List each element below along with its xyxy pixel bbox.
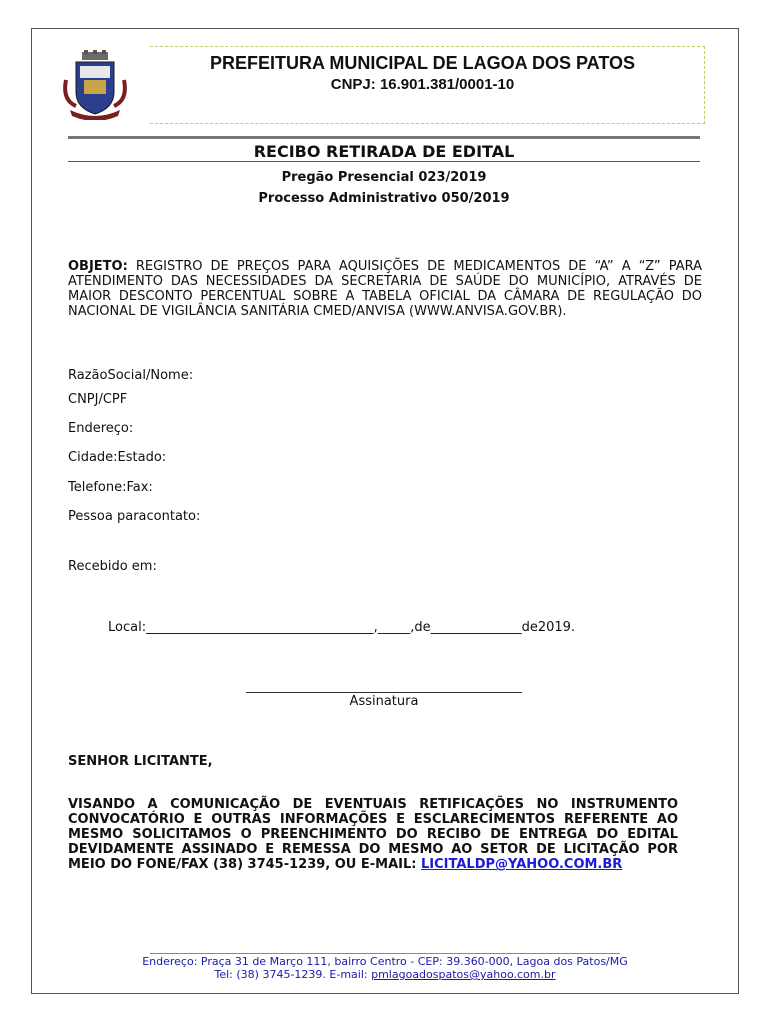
objeto-label: OBJETO:	[68, 259, 128, 274]
footer-address: Endereço: Praça 31 de Março 111, bairro Centro - CEP: 39.360-000, Lagoa dos Patos/MG	[142, 955, 628, 968]
local-date-line: Local:___________________________________,_____,de______________de2019.	[108, 620, 576, 635]
field-cnpj-cpf: CNPJ/CPF	[68, 392, 128, 407]
title-rule-top	[68, 136, 700, 139]
footer-rule	[150, 953, 620, 954]
field-recebido-em: Recebido em:	[68, 559, 157, 574]
header-cnpj: CNPJ: 16.901.381/0001-10	[330, 76, 515, 93]
document-title: RECIBO RETIRADA DE EDITAL	[68, 142, 700, 161]
field-razao-social: RazãoSocial/Nome:	[68, 368, 194, 383]
signature-label: Assinatura	[349, 694, 419, 709]
signature-line	[246, 692, 522, 693]
field-pessoa-contato: Pessoa paracontato:	[68, 509, 201, 524]
field-telefone-fax: Telefone:Fax:	[68, 480, 153, 495]
field-cidade-estado: Cidade:Estado:	[68, 450, 167, 465]
objeto-text: REGISTRO DE PREÇOS PARA AQUISIÇÕES DE MEDICAMENTOS DE “A” A “Z” PARA ATENDIMENTO DAS NECESSIDADES DA SECRETARIA DE SAÚDE DO MUNICÍPIO, ATRAVÉS DE MAIOR DESCONTO PERCENTUAL SOBRE A TABELA OFICIAL DA CÂMARA DE REGULAÇÃO DO NACIONAL DE VIGILÂNCIA SANITÁRIA CMED/ANVISA (WWW.ANVISA.GOV.BR).	[68, 259, 702, 319]
notice-paragraph	[68, 797, 678, 872]
notice-email-link[interactable]: LICITALDP@YAHOO.COM.BR	[421, 857, 623, 872]
objeto-paragraph	[68, 259, 702, 319]
field-endereco: Endereço:	[68, 421, 134, 436]
notice-text: VISANDO A COMUNICAÇÃO DE EVENTUAIS RETIFICAÇÕES NO INSTRUMENTO CONVOCATÓRIO E OUTRAS INFORMAÇÕES E ESCLARECIMENTOS REFERENTE AO MESMO SOLICITAMOS O PREENCHIMENTO DO RECIBO DE ENTREGA DO EDITAL DEVIDAMENTE ASSINADO E REMESSA DO MESMO AO SETOR DE LICITAÇÃO POR MEIO DO FONE/FAX (38) 3745-1239, OU E-MAIL:	[68, 797, 678, 872]
footer-tel: Tel: (38) 3745-1239. E-mail:	[214, 968, 372, 981]
pregao-line: Pregão Presencial 023/2019	[281, 170, 487, 185]
footer-email-link[interactable]: pmlagoadospatos@yahoo.com.br	[371, 968, 556, 981]
header-title: PREFEITURA MUNICIPAL DE LAGOA DOS PATOS	[209, 53, 636, 73]
footer-contact	[68, 968, 702, 981]
processo-line: Processo Administrativo 050/2019	[258, 191, 510, 206]
notice-heading: SENHOR LICITANTE,	[68, 754, 213, 769]
coat-of-arms-icon	[62, 50, 128, 120]
